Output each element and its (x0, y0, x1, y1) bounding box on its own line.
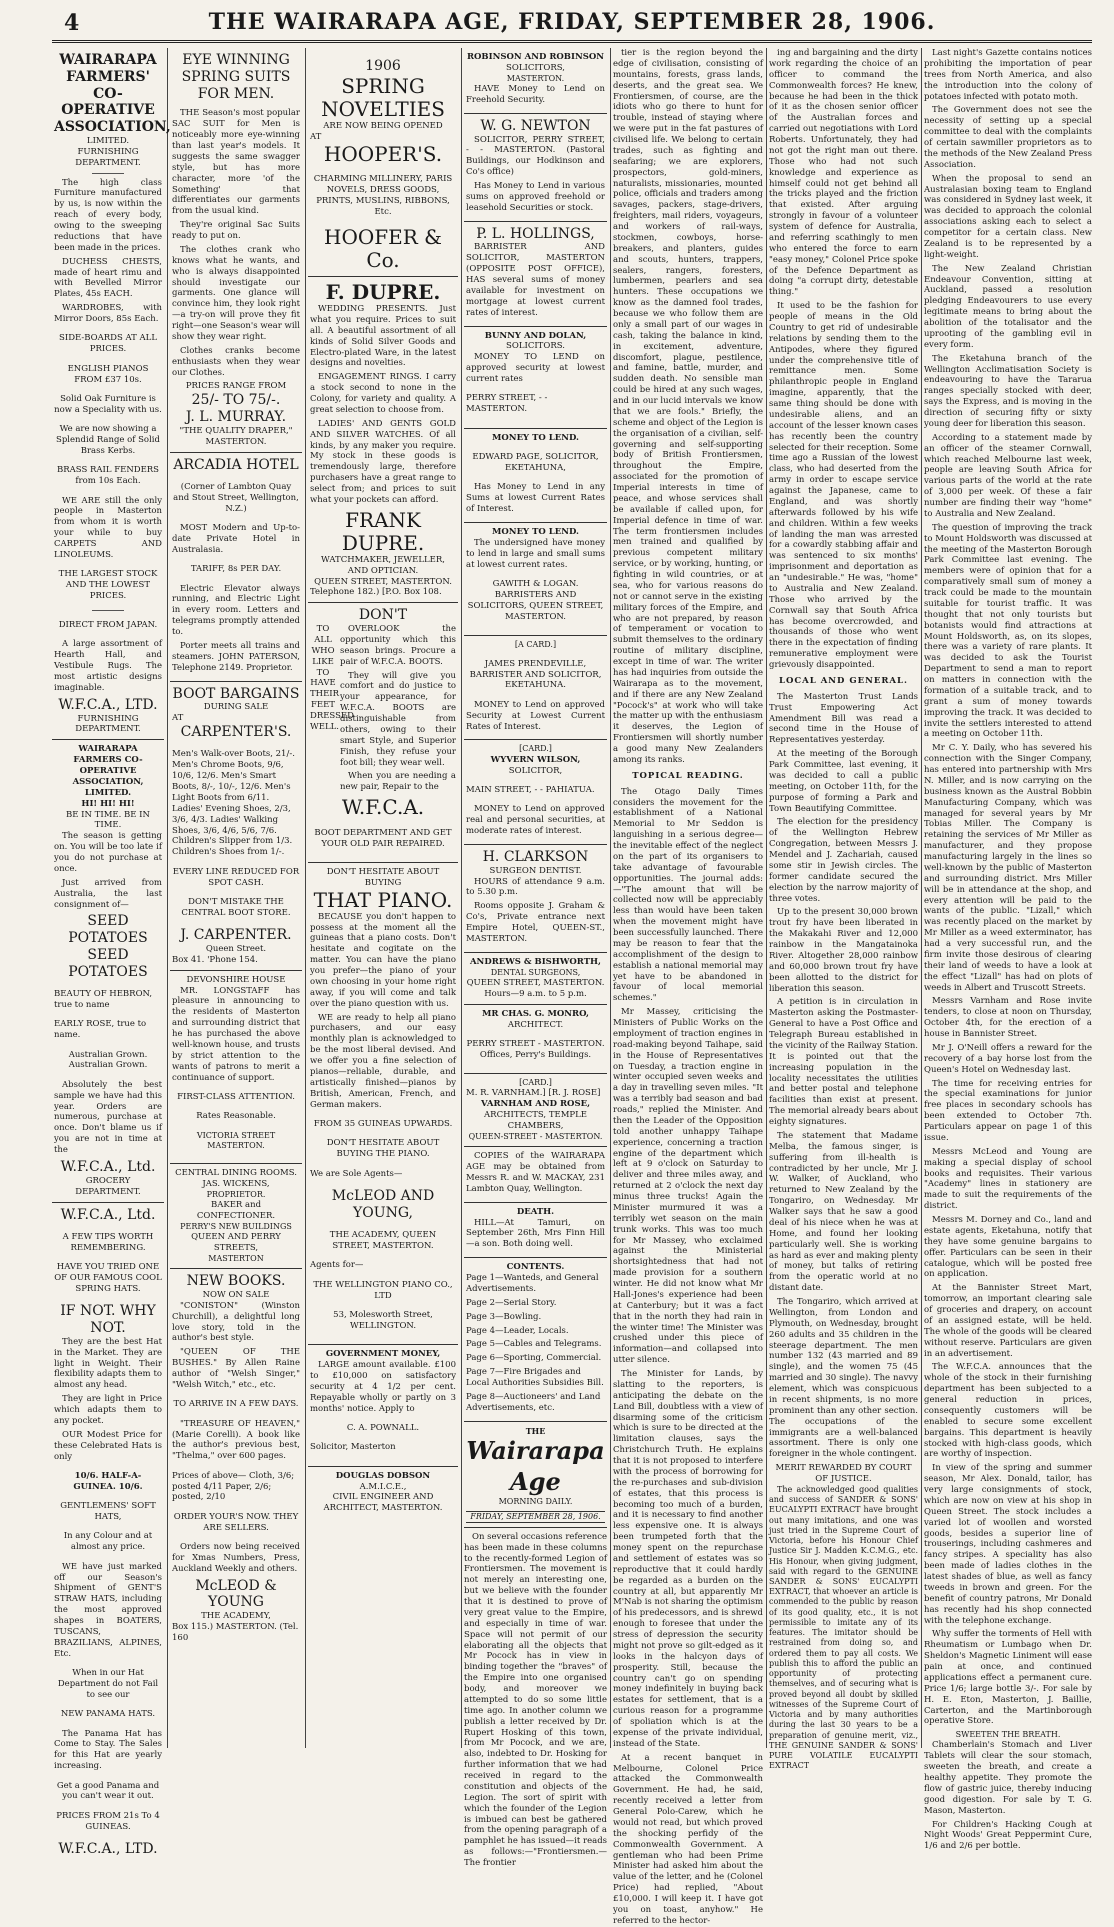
article-paragraph: At a recent banquet in Melbourne, Colonel Price attacked the Commonwealth Government. He had, he said, recently received a letter from General Polo-Carew, which he would not read, but which proved the shocking perfidy of the Commonwealth Government. A gentleman who had been Prime Minister had asked him about the value of the letter, and he (Colonel Price) had replied, "About £10,000. I will keep it. I have got you on toast, anyhow." He referred to the hector- (613, 1752, 763, 1926)
section-heading: CONTENTS. (506, 1262, 565, 1273)
ad-text: Electric Elevator always running, and Electric Light in every room. Letters and telegrams promptly attended to. (172, 583, 300, 638)
article-paragraph: A petition is in circulation in Masterton asking the Postmaster-General to have a Post Office and Telegraph Bureau established in the vicinity of the Railway Station. It is pointed out that the increasing population in the locality necessitates the utilities and better postal and telephone facilities than exist at present. The memorial already bears about eighty signatures. (769, 997, 919, 1127)
ad-text: Has Money to Lend in various sums on approved freehold or leasehold Securities or stock. (466, 181, 605, 213)
ad-heading: W. G. NEWTON (480, 117, 591, 134)
card-bunny-dolan (464, 327, 607, 429)
ad-text: DURING SALE (203, 702, 269, 713)
contents-item: Page 4—Leader, Locals. (466, 1325, 569, 1336)
ad-text: 53, Molesworth Street, WELLINGTON. (333, 1309, 433, 1331)
column-rule (167, 48, 168, 1748)
ad-text: Men's Walk-over Boots, 21/-. Men's Chrome Boots, 9/6, 10/6, 12/6. Men's Smart Boots, 8/-, 10/-, 12/6. Men's Light Boots from 6/11. Ladies' Evening Shoes, 2/3, 3/6, 4/3. Ladies' Walking Shoes, 3/6, 4/6, 5/6, 7/6. Children's Slipper from 1/3. Children's Shoes from 1/-. (172, 749, 295, 858)
ad-text: WATCHMAKER, JEWELLER, AND OPTICIAN. (321, 554, 445, 576)
ad-text: ENGAGEMENT RINGS. I carry a stock second to none in the Colony, for variety and quality. A great selection to choose from. (310, 372, 456, 415)
ad-text: Clothes cranks become enthusiasts when they wear our Clothes. (172, 345, 300, 378)
ad-side-text: TO ALL WHO LIKE TO HAVE THEIR FEET DRESSED WELL. (310, 624, 354, 732)
article-paragraph: The W.F.C.A. announces that the whole of the stock in their furnishing department has been subjected to a general reduction in prices, consequently customers will be enabled to secure some excellent bargains. This department is heavily stocked with high-class goods, which are worthy of inspection. (924, 1362, 1092, 1460)
article-paragraph: The Minister for Lands, by slatting to the reporters, is anticipating the debate on the Land Bill, doubtless with a view of disarming some of the criticism which is sure to be directed at the limitation clauses, says the Christchurch Truth. He explains that it is not proposed to interfere with the process of borrowing for the re-purchases and sub-division of estates, that this process is becoming too much of a burden, and it is necessary to find another less expensive one. It is always been trumpeted forth that the money spent on the repurchase and settlement of estates was so reproductive that it could hardly be regarded as a burden on the country at all, but apparently Mr M'Nab is not sharing the optimism of his predecessors, and is shrewd enough to foresee that under the stress of depression the security might not prove so gilt-edged as it looks in the halcyon days of prosperity. Still, because the country can't go on spending money indefinitely in buying back estates for settlement, that is a curious reason for a programme of spoliation which is at the expense of the private individual, instead of the State. (613, 1369, 763, 1749)
government-money-ad (308, 1345, 458, 1467)
ad-text: A.M.I.C.E., (359, 1481, 407, 1492)
ad-text: Solicitor, Masterton (310, 1442, 396, 1453)
ad-heading: WAIRARAPA FARMERS' CO-OPERATIVE ASSOCIATION, (54, 52, 171, 136)
ad-text: PERRY STREET - MASTERTON. Offices, Perry's Buildings. (466, 1038, 605, 1060)
arcadia-hotel-ad (170, 453, 302, 682)
ad-text: GENTLEMENS' SOFT HATS, (60, 1501, 156, 1523)
nameplate-title: Wairarapa Age (466, 1435, 605, 1496)
ad-heading: BOOT BARGAINS (172, 685, 300, 702)
ad-text: Agents for— (310, 1260, 364, 1271)
card-robinson (464, 48, 607, 114)
ad-text: MONEY to Lend on approved real and personal securities, at moderate rates of interest. (466, 804, 605, 837)
ad-text: JAMES PRENDEVILLE, BARRISTER AND SOLICITOR, EKETAHUNA. (469, 658, 602, 691)
ad-text: SOLICITOR, (508, 765, 563, 776)
ad-heading: W.F.C.A., Ltd. (60, 1206, 156, 1223)
ad-text: Rates Reasonable. (196, 1111, 276, 1122)
masthead (52, 6, 1092, 43)
article-paragraph: Mr C. Y. Daily, who has severed his connection with the Singer Company, has entered into partnership with Mrs N. Miller, and is now carrying on the business known as the Austral Bobbin Manufacturing Company, which was managed for several years by Mr Tobias Miller. The Company is retaining the services of Mr Miller as manufacturer, and they propose manufacturing largely in the lines so well-known by the public of Masterton and surrounding district. Mrs Miller will be in attendance at the shop, and every attention will be paid to the wants of the public. "Lizall," which was recently placed on the market by Mr Miller as a weed exterminator, has had a very successful run, and the firm invite those desirous of clearing their land of weeds to have a look at the effect "Lizall" has had on plots of weeds in Albert and Truscott Streets. (924, 743, 1092, 993)
ad-text: DON'T HESITATE ABOUT BUYING (326, 866, 440, 888)
ad-text: LARGE amount available. £100 to £10,000 on satisfactory security at 4 1/2 per cent. Repayable wholly or partly on 3 months' notice. Apply to (310, 1360, 456, 1414)
article-paragraph: The time for receiving entries for the special examinations for junior free places in secondary schools has been extended to October 7th. Particulars appear on page 1 of this issue. (924, 1078, 1092, 1143)
ad-text: AT (172, 713, 184, 724)
article-paragraph: Messrs McLeod and Young are making a special display of school books and requisites. Their various "Academy" lines in stationery are made to suit the requirements of the district. (924, 1146, 1092, 1212)
ad-heading: MR CHAS. G. MONRO, (482, 1008, 589, 1019)
ad-text: ARCHITECT. (507, 1019, 564, 1030)
leader-article-text: On several occasions reference has been made in these columns to the recently-formed Legion of Frontiersmen. The movement is not merely an interesting one, but we believe with the founder that it is destined to prove of very great value to the Empire, and especially in time of war. Space will not permit of our elaborating all the objects that Mr Pocock has in view in binding together the "braves" of the Empire into one organised body, and moreover we attempted to do so some little time ago. In another column we publish a letter received by Dr. Rupert Hosking of this town, from Mr Pocock, and we are, also, indebted to Dr. Hosking for further information that we had received in regard to the constitution and objects of the Legion. The sort of spirit with which the founder of the Legion is imbued can best be gathered from the opening paragraph of a pamphlet he has issued—it reads as follows:—"Frontiersmen.—The frontier (464, 1531, 607, 1869)
ad-text: GROCERY DEPARTMENT. (75, 1175, 141, 1197)
ad-text: MR. LONGSTAFF has pleasure in announcing to the residents of Masterton and surrounding district that he has purchased the above well-known house, and trusts by strict attention to the wants of patrons to merit a continuance of support. (172, 985, 300, 1083)
ad-text: EDWARD PAGE, SOLICITOR, EKETAHUNA, (472, 452, 599, 473)
ad-signature: W.F.C.A., Ltd. (60, 1158, 156, 1175)
ad-signature: McLEOD AND YOUNG, (331, 1187, 435, 1221)
ad-text: BRASS RAIL FENDERS from 10s Each. (56, 465, 159, 487)
devonshire-house-ad (170, 971, 302, 1164)
death-notice (464, 1203, 607, 1259)
contents-item: Page 8—Auctioneers' and Land Advertisements, etc. (466, 1391, 601, 1413)
ad-text: WE have just marked off our Season's Shipment of GENT'S STRAW HATS, including the most approved shapes in BOATERS, TUSCANS, BRAZILIANS, ALPINES, Etc. (54, 1561, 162, 1659)
ad-text: Orders now being received for Xmas Numbers, Press, Auckland Weekly and others. (172, 1542, 300, 1574)
ad-text: MASTERTON (208, 1253, 264, 1263)
ad-text: DUCHESS CHESTS, made of heart rimu and with Bevelled Mirror Plates, 45s EACH. (54, 256, 162, 300)
ad-text: TARIFF, 8s PER DAY. (190, 564, 282, 575)
ad-text: Porter meets all trains and steamers. JOHN PATERSON, Telephone 2149. Proprietor. (172, 640, 300, 673)
ad-text: M. R. VARNHAM.] [R. J. ROSE] (466, 1088, 601, 1099)
wfca-hats-ad (52, 1203, 164, 1862)
copies-notice (464, 1147, 607, 1203)
wfca-furnishing-ad (52, 48, 171, 740)
column-rule (766, 48, 767, 1748)
contents-item: Page 1—Wanteds, and General Advertisements. (466, 1273, 599, 1294)
ad-text: WE are ready to help all piano purchasers, and our easy monthly plan is acknowledged to be the most liberal devised. And we offer you a fine selection of pianos—reliable, durable, and artistically finished—pianos by British, American, French, and German makers. (310, 1012, 456, 1110)
ad-signature: W.F.C.A., LTD. (58, 696, 158, 713)
ad-text: THE LARGEST STOCK AND THE LOWEST PRICES. (58, 569, 158, 602)
nameplate-text: THE (525, 1425, 546, 1436)
ad-text: MONEY TO LEND on approved security at lowest current rates (466, 352, 605, 385)
article-paragraph: Messrs M. Dorney and Co., land and estate agents, Eketahuna, notify that they have some genuine bargains to offer. Particulars can be seen in their catalogue, which will be posted free on application. (924, 1215, 1092, 1280)
section-heading: LOCAL AND GENERAL. (779, 675, 908, 686)
article-paragraph: Why suffer the torments of Hell with Rheumatism or Lumbago when Dr. Sheldon's Magnetic Liniment will ease pain at once, and continued applications effect a permanent cure. Price 1/6; large bottle 3/-. For sale by H. E. Eton, Masterton, J. Baillie, Carterton, and the Martinborough operative Store. (924, 1629, 1092, 1727)
ad-heading: DOUGLAS DOBSON (335, 1470, 431, 1481)
ad-text: [CARD.] (519, 744, 552, 754)
ad-text: Get a good Panama and you can't wear it out. (56, 1780, 160, 1802)
leader-article-text: tier is the region beyond the edge of civilisation, consisting of mountains, forests, grass lands, deserts, and the great sea. We Frontiersmen, of course, are the idiots who go there to hunt for trouble, instead of staying where we were put in the fat pastures of civilised life. We belong to certain trades, such as fighting and seafaring; we are explorers, prospectors, gold-miners, naturalists, missionaries, mounted police, officials and traders among savages, packers, stage-drivers, freighters, mail riders, voyageurs, and workers of rail-ways, stockmen, cowboys, horse-breakers, and planters, guides and scouts, hunters, trappers, sealers, rangers, foresters, lumbermen, pearlers and sea hunters. These occupations we know as the damned fool trades, because we who follow them are only a small part of our wages in cash, taking the balance in kind, in excitement, adventure, discomfort, plague, pestilence, and famine, battle, murder, and sudden death. No sensible man could be hired at any such wages, and in our lucid intervals we know that we are fools." Briefly, the scheme and object of the Legion is the organisation of a civilian, self-governing and self-supporting body of British Frontiersmen, throughout the Empire, associated for the promotion of Imperial interests in time of peace, and whose services shall be available if called upon, for Imperial defence in time of war. The term frontiersmen includes men trained and qualified by previous competent military service, or by working, hunting, or fighting in wild countries, or at sea, who for various reasons do not or cannot serve in the existing military forces of the Empire, and who are not prepared, by reason of temperament or vocation to submit themselves to the ordinary routine of military discipline, except in time of war. The writer has had inquiries from outside the Wairarapa as to the movement, and if there are any New Zealand "Pocock's" at work who will take the matter up with the enthusiasm it deserves, the Legion of Frontiersmen will shortly number a good many New Zealanders among its ranks. (613, 48, 764, 765)
ad-text: They are the best Hat in the Market. They are light in Weight. Their flexibility adapts them to almost any head. (54, 1336, 162, 1391)
column-3 (308, 48, 458, 1748)
ad-text: GAWITH & LOGAN. BARRISTERS AND SOLICITORS, QUEEN STREET, MASTERTON. (467, 578, 604, 622)
ad-text: PERRY'S NEW BUILDINGS (180, 1221, 292, 1231)
ad-signature: HOOFER & Co. (324, 225, 442, 273)
ad-text: Box 41. 'Phone 154. (172, 954, 258, 965)
ad-heading: WYVERN WILSON, (490, 754, 581, 765)
ad-text: NEW PANAMA HATS. (60, 1709, 156, 1720)
ad-heading: THAT PIANO. (313, 887, 453, 912)
ad-text: A FEW TIPS WORTH REMEMBERING. (62, 1231, 154, 1253)
column-2 (170, 48, 302, 1748)
ad-text: "TREASURE OF HEAVEN," (Marie Corelli). A book like the author's previous best, "Thelma," over 600 pages. (172, 1418, 300, 1462)
ad-text: They're original Sac Suits ready to put on. (172, 220, 300, 242)
article-paragraph: Last night's Gazette contains notices prohibiting the importation of pear trees from North America, and also the introduction into the colony of potatoes infected with potato moth. (924, 48, 1092, 102)
ad-text: MASTERTON. (205, 436, 267, 447)
column-4 (464, 48, 607, 1869)
dupre-jeweller-ad (308, 277, 458, 603)
ad-text: FURNISHING DEPARTMENT. (75, 713, 141, 735)
ad-text: "QUEEN OF THE BUSHES." By Allen Raine author of "Welsh Singer," "Welsh Witch," etc., etc. (172, 1347, 300, 1390)
ad-text: JAS. WICKENS, (202, 1179, 270, 1190)
article-paragraph: The Otago Daily Times considers the movement for the establishment of a National Memorial to Mr Seddon is languishing in a serious degree—the inevitable effect of the neglect on the part of its organisers to take advantage of favourable opportunities. The journal adds:—"The amount that will be collected now will be appreciably less than would have been taken when the movement might have been successfully launched. There may be reason to fear that the accomplishment of the design to establish a national memorial may yet have to be abandoned in favour of local memorial schemes." (613, 786, 763, 1004)
ad-text: Queen Street. (205, 943, 267, 954)
ad-text: When you are needing a new pair, Repair to the (340, 771, 456, 793)
ad-text: OUR Modest Price for these Celebrated Hats is only (54, 1429, 162, 1462)
ad-price: 25/- TO 75/-. (191, 392, 281, 409)
ad-text: Box 115.) MASTERTON. (Tel. 160 (172, 1622, 299, 1643)
ad-text: BEAUTY OF HEBRON, true to name (54, 989, 153, 1010)
notice-text: HILL—At Tamuri, on September 26th, Mrs Finn Hill—a son. Both doing well. (466, 1217, 605, 1250)
article-paragraph: The New Zealand Christian Endeavour Convention, sitting at Auckland, passed a resolution pledging Endeavourers to use every legitimate means to bring about the abolition of the totalisator and the uprooting of the gambling evil in every form. (924, 263, 1092, 350)
card-varnham (464, 1074, 607, 1147)
ad-text: The season is getting on. You will be too late if you do not purchase at once. (54, 831, 162, 874)
contents-item: Page 7—Fire Brigades and Local Authorities Subsidies Bill. (466, 1367, 604, 1389)
column-rule (921, 48, 922, 1748)
ad-heading: WAIRARAPA FARMERS CO-OPERATIVE ASSOCIATION, LIMITED. (72, 744, 144, 798)
ad-text: ARCHITECTS, TEMPLE CHAMBERS, (484, 1110, 587, 1132)
section-heading: TOPICAL READING. (632, 770, 744, 781)
ad-text: [CARD.] (519, 1078, 552, 1088)
ad-text: "THE QUALITY DRAPER," (179, 425, 293, 436)
ad-text: QUEEN AND PERRY STREETS, (191, 1232, 281, 1253)
ad-text: HAVE YOU TRIED ONE OF OUR FAMOUS COOL SPRING HATS. (54, 1262, 162, 1294)
article-paragraph: The Tongariro, which arrived at Wellington, from London and Plymouth, on Wednesday, brought 260 adults and 35 children in the steerage department. The men number 132 (43 married and 89 single), and the women 75 (45 married and 30 single). The navvy element, which was conspicuous in recent shipments, is no more prominent than any other section. The occupations of the immigrants are a well-balanced assortment. There is only one foreigner in the whole contingent. (769, 1297, 918, 1460)
ad-text: SOLICITORS. (506, 341, 565, 352)
contents-list (464, 1258, 607, 1422)
ad-text: Just arrived from Australia, the last consignment of— (54, 877, 162, 910)
article-paragraph: At the meeting of the Borough Park Committee, last evening, it was decided to call a public meeting, on October 11th, for the purpose of forming a Park and Town Beautifying Committee. (769, 749, 918, 814)
ad-signature: FRANK DUPRE. (341, 507, 425, 555)
ad-text: WARDROBES, with Mirror Doors, 85s Each. (54, 303, 162, 325)
ad-text: BAKER and CONFECTIONER. (196, 1200, 276, 1221)
ad-text: PRICES FROM 21s To 4 GUINEAS. (56, 1810, 160, 1832)
ad-text: PRICES RANGE FROM (185, 381, 287, 392)
ad-text: We are Sole Agents— (310, 1168, 403, 1179)
article-paragraph: ing and bargaining and the dirty work regarding the choice of an officer to command the Commonwealth forces? He knew, because he had been in the thick of it as the chosen senior officer of the Australian forces and carried out negotiations with Lord Roberts. Unfortunately, they had not got the right man out there. Those who had not such knowledge and experience as himself could not get behind all the tricks played and the friction that existed. After arguing strongly in favour of a volunteer system of defence for Australia, and referring scathingly to men who entered the force to earn "easy money," Colonel Price spoke of the Defence Department as doing "a corrupt dirty, detestable thing." (769, 48, 918, 298)
ad-text: THE WELLINGTON PIANO CO., LTD (313, 1279, 453, 1301)
ad-text: The clothes crank who knows what he wants, and who is always disappointed should investigate our garments. One glance will convince him, they look right—a try-on will prove they fit right—one Season's wear will show they wear right. (172, 244, 300, 342)
ad-heading: EYE WINNING SPRING SUITS FOR MEN. (181, 52, 291, 102)
article-paragraph: The election for the presidency of the Wellington Hebrew Congregation, between Messrs J. Mendel and J. Zachariah, caused some stir in Jewish circles. The former candidate secured the election by the narrow majority of three votes. (769, 817, 918, 904)
ad-text: The Panama Hat has Come to Stay. The Sales for this Hat are yearly increasing. (54, 1728, 162, 1772)
column-1 (52, 48, 171, 1858)
ad-text: DON'T MISTAKE THE CENTRAL BOOT STORE. (181, 896, 291, 918)
ad-text: THE ACADEMY, QUEEN STREET, MASTERTON. (329, 1230, 437, 1251)
ad-heading: ROBINSON AND ROBINSON (466, 52, 605, 62)
ad-text: 1906 (365, 58, 401, 74)
ad-heading: BUNNY AND DOLAN, (484, 330, 587, 341)
ad-heading: P. L. HOLLINGS, (476, 225, 595, 242)
article-paragraph: In view of the spring and summer season, Mr Alex. Donald, tailor, has very large consignments of stock, which are now on view at his shop in Queen Street. The stock includes a varied lot of woollen and worsted goods, besides a superior line of trouserings, including cashmeres and fancy stripes. A speciality has also been made of ladies clothes in the latest shades of blue, as well as fancy tweeds in brown and green. For the benefit of country patrons, Mr Donald has recently had his shop connected with the telephone exchange. (924, 1463, 1092, 1626)
ad-text: SURGEON DENTIST. (489, 865, 582, 876)
murray-suits-ad (170, 48, 302, 453)
article-paragraph: For Children's Hacking Cough at Night Woods' Great Peppermint Cure, 1/6 and 2/6 per bottle. (924, 1819, 1092, 1852)
ad-text: Solid Oak Furniture is now a Speciality with us. (54, 393, 162, 415)
column-6 (769, 48, 919, 1771)
ad-signature: J. L. MURRAY. (185, 409, 287, 426)
ad-text: The high class Furniture manufactured by us, is now within the reach of every body, owing to the sweeping reductions that have been made in the prices. (54, 177, 162, 253)
contents-item: Page 2—Serial Story. (466, 1297, 557, 1308)
ad-heading: ANDREWS & BISHWORTH, (469, 956, 602, 967)
ad-text: FROM 35 GUINEAS UPWARDS. (313, 1118, 453, 1129)
section-heading: SWEETEN THE BREATH. (955, 1730, 1061, 1740)
article-paragraph: The acknowledged good qualities and success of SANDER & SONS' EUCALYPTI EXTRACT have brought out many imitations, and one was just tried in the Supreme Court of Victoria, before his Honour Chief Justice Sir J. Madden K.C.M.G., etc. His Honour, when giving judgment, said with regard to the GENUINE SANDER & SONS' EUCALYPTI EXTRACT, that whoever an article is commended to the public by reason of its good quality, etc., it is not permissible to imitate any of its features. The imitator should be restrained from doing so, and ordered them to pay all costs. We publish this to afford the public an opportunity of protecting themselves, and of securing what is proved beyond all doubt by skilled witnesses of the Supreme Court of Victoria and by many authorities during the last 30 years to be a preparation of genuine merit, viz., THE GENUINE SANDER & SONS' PURE VOLATILE EUCALYPTI EXTRACT (769, 1484, 918, 1771)
ad-text: WE ARE still the only people in Masterton from whom it is worth your while to buy CARPETS AND LINOLEUMS. (54, 495, 162, 560)
ad-text: FIRST-CLASS ATTENTION. (177, 1091, 295, 1102)
card-prendeville (464, 636, 607, 740)
ad-heading: DON'T (358, 607, 408, 624)
ad-heading: SPRING NOVELTIES (321, 73, 445, 121)
article-paragraph: The Eketahuna branch of the Wellington Acclimatisation Society is endeavouring to have the Tararua ranges specially stocked with deer, says the Express, and is moving in the direction of securing fifty or sixty young deer for liberation this season. (924, 353, 1092, 429)
article-paragraph: Chamberlain's Stomach and Liver Tablets will clear the sour stomach, sweeten the breath, and create a healthy appetite. They promote the flow of gastric juice, thereby inducing good digestion. For sale by T. G. Mason, Masterton. (924, 1740, 1092, 1816)
ad-heading: GOVERNMENT MONEY, (325, 1349, 441, 1360)
column-5 (613, 48, 764, 1926)
ad-text: C. A. POWNALL. (346, 1422, 420, 1433)
ad-text: [A CARD.] (514, 639, 557, 649)
carpenter-boots-ad (170, 682, 302, 971)
ad-text: Telephone 182.) [P.O. Box 108. (310, 587, 442, 598)
article-paragraph: The question of improving the track to Mount Holdsworth was discussed at the meeting of the Masterton Borough Park Committee last evening. The members were of opinion that for a comparatively small sum of money a track could be made to the mountain suitable for tourist traffic. It was thought that not only tourists but botanists would find attractions at Mount Holdsworth, as, on its slopes, there was a variety of rare plants. It was decided to ask the Tourist Department to send a man to report on matters in connection with the formation of a suitable track, and to grant a sum of money towards improving the track. It was decided to invite the settlers interested to attend a meeting on October 11th. (924, 522, 1092, 740)
ad-text: Australian Grown. Australian Grown. (68, 1049, 148, 1071)
card-wilson (464, 740, 607, 844)
article-paragraph: The statement that Madame Melba, the famous singer, is suffering from ill-health is contradicted by her uncle, Mr J. W. Walker, of Auckland, who returned to New Zealand by the Tongariro, on Wednesday. Mr Walker says that he saw a good deal of his niece when he was at Home, and found her looking particularly well. She is working as hard as ever and making plenty of money, but talks of retiring from the operatic world at no distant date. (769, 1130, 918, 1294)
article-paragraph: The Masterton Trust Lands Trust Empowering Act Amendment Bill was read a second time in the House of Representatives yesterday. (769, 691, 918, 746)
ad-heading: IF NOT. WHY NOT. (60, 1303, 156, 1336)
ad-text: DIRECT FROM JAPAN. (58, 619, 158, 630)
ad-heading: HOOPER'S. (323, 141, 443, 166)
ad-text: NOW ON SALE (202, 1289, 270, 1300)
ad-text: 10/6. HALF-A-GUINEA. 10/6. (73, 1470, 143, 1492)
article-paragraph: Mr J. O'Neill offers a reward for the recovery of a bay horse lost from the Queen's Hotel on Wednesday last. (924, 1042, 1092, 1075)
ad-text: We are now showing a Splendid Range of Solid Brass Kerbs. (56, 424, 160, 456)
ad-text: HI! HI! HI! (81, 798, 135, 809)
ad-text: Has Money to Lend in any Sums at lowest Current Rates of Interest. (466, 482, 605, 515)
ad-text: MAIN STREET, - - PAHIATUA. (466, 784, 595, 795)
column-rule (461, 48, 462, 1748)
ad-text: FURNISHING DEPARTMENT. (75, 146, 141, 168)
card-newton (464, 114, 607, 222)
ad-text: BOOT DEPARTMENT AND GET YOUR OLD PAIR REPAIRED. (314, 827, 452, 849)
ad-text: Rooms opposite J. Graham & Co's, Private entrance next Empire Hotel, QUEEN-ST., MASTERTON. (466, 901, 605, 944)
card-clarkson (464, 845, 607, 953)
article-paragraph: Up to the present 30,000 brown trout fry have been liberated in the Makakahi River and 12,000 rainbow in the Mangatainoka River. Altogether 28,000 rainbow and 60,000 brown trout fry have been allotted to the district for liberation this season. (769, 907, 918, 994)
ad-heading: CARPENTER'S. (180, 724, 292, 741)
new-books-ad (170, 1269, 302, 1648)
ad-heading: VARNHAM AND ROSE, (480, 1099, 591, 1110)
ad-text: MONEY to Lend on approved Security at Lowest Current Rates of Interest. (466, 699, 605, 732)
article-paragraph: Messrs Varnham and Rose invite tenders, to close at noon on Thursday, October 4th, for the erection of a house in Bannister Street. (924, 996, 1092, 1039)
ad-text: A large assortment of Hearth Hall, and Vestibule Rugs. The most artistic designs imaginable. (54, 639, 162, 693)
section-heading: MERIT REWARDED BY COURT OF JUSTICE. (775, 1463, 912, 1484)
ad-heading: H. CLARKSON (482, 848, 589, 865)
card-hollings (464, 222, 607, 327)
ad-heading: ARCADIA HOTEL (173, 456, 299, 473)
ad-text: When in our Hat Department do not Fail to see our (57, 1668, 159, 1700)
wfca-boots-ad (308, 603, 458, 863)
ad-signature: McLEOD & YOUNG (195, 1577, 277, 1611)
ad-text: EARLY ROSE, true to name. (54, 1019, 147, 1041)
column-7 (924, 48, 1092, 1852)
ad-heading: F. DUPRE. (325, 280, 441, 305)
ad-text: SOLICITORS, (506, 62, 565, 73)
ad-text: PROPRIETOR. (206, 1189, 266, 1199)
ad-text: BECAUSE you don't happen to possess at the moment all the guineas that a piano costs. Don't hesitate and cogitate on the matter. You can have the piano you prefer—the piano of your own choosing in your home right away, if you will come and talk over the piano question with us. (310, 911, 456, 1009)
issue-date: FRIDAY, SEPTEMBER 28, 1906. (466, 1511, 605, 1523)
card-gawith-logan (464, 523, 607, 636)
nameplate-text: MORNING DAILY. (498, 1497, 573, 1507)
ad-text: QUEEN STREET, MASTERTON. (466, 977, 605, 988)
ad-text: OVERLOOK the opportunity which this season brings. Procure a pair of W.F.C.A. BOOTS. (340, 624, 456, 667)
card-andrews (464, 953, 607, 1005)
ad-text: VICTORIA STREET MASTERTON. (196, 1130, 276, 1150)
card-page (464, 429, 607, 523)
editorial-nameplate (464, 1422, 607, 1528)
ad-text: ARE NOW BEING OPENED (323, 120, 443, 131)
ad-signature: J. CARPENTER. (180, 927, 292, 944)
ad-text: DENTAL SURGEONS, (490, 967, 581, 977)
ad-text: The undersigned have money to lend in large and small sums at lowest current rates. (466, 537, 605, 570)
ad-text: LIMITED. (86, 135, 130, 146)
ad-text: HAVE Money to Lend on Freehold Security. (466, 83, 605, 105)
ad-text: ENGLISH PIANOS FROM £37 10s. (67, 363, 149, 385)
ad-signature: W.F.C.A., LTD. (58, 1841, 158, 1858)
ad-text: TO ARRIVE IN A FEW DAYS. (173, 1399, 299, 1410)
ad-text: DON'T HESITATE ABOUT BUYING THE PIANO. (326, 1138, 440, 1160)
article-paragraph: At the Bannister Street Mart, tomorrow, an important clearing sale of groceries and drapery, on account of an assigned estate, will be held. The whole of the goods will be cleared without reserve. Particulars are given in an advertisement. (924, 1283, 1092, 1359)
ad-text: THE Season's most popular SAC SUIT for Men is noticeably more eye-winning than last year's models. It suggests the same swagger style, but has more character, more 'of the Something' that differentiates our garments from the usual kind. (172, 108, 300, 217)
contents-item: Page 6—Sporting, Commercial. (466, 1353, 602, 1364)
ad-text: In any Colour and at almost any price. (63, 1531, 153, 1553)
page-number: 4 (64, 10, 80, 36)
ad-heading: SEED POTATOES SEED POTATOES (68, 913, 148, 980)
article-paragraph: When the proposal to send an Australasian boxing team to England was considered in Sydney last week, it was decided to approach the colonial associations asking each to select a competitor for a certain class. New Zealand is to be represented by a light-weight. (924, 173, 1092, 260)
ad-text: Absolutely the best sample we have had this year. Orders are numerous, purchase at once. Don't blame us if you are not in time at the (54, 1079, 162, 1156)
ad-text: MASTERTON. (506, 73, 565, 83)
ad-text: MOST Modern and Up-to-date Private Hotel in Australasia. (172, 523, 300, 555)
ad-text: (Corner of Lambton Quay and Stout Street, Wellington, N.Z.) (173, 481, 299, 514)
ad-heading: CENTRAL DINING ROOMS. (175, 1168, 297, 1179)
article-paragraph: It used to be the fashion for people of means in the Old Country to get rid of undesirable relations by sending them to the Antipodes, where they figured under the comprehensive title of remittance men. Some philanthropic people in England imagine, apparently, that the same thing should be done with undesirable aliens, and an account of the lesser known cases has recently been the country selected for their reception. Some time ago a Russian of the lowest class, who had deserted from the army in order to escape service against the Japanese, came to England, and was shortly afterwards followed by his wife and children. Within a few weeks of landing the man was arrested for a cowardly stabbing affair and was sentenced to six months' imprisonment and deportation as an "undesirable." He was, "home" to Australia and New Zealand. Those who arrived by the Cornwall say that South Africa has become overcrowded, and thousands of those who went there in the expectation of finding remunerative employment were grievously disappointed. (769, 301, 918, 670)
hoopers-spring-ad (308, 48, 458, 277)
ad-text: PERRY STREET, - - MASTERTON. (466, 393, 548, 415)
ad-text: ORDER YOUR'S NOW. THEY ARE SELLERS. (173, 1511, 299, 1533)
piano-ad (308, 863, 458, 1345)
article-paragraph: The Government does not see the necessity of setting up a special committee to deal with the complaints of certain sawmiller proprietors as to the methods of the New Zealand Press Association. (924, 105, 1092, 170)
column-rule (610, 48, 611, 1748)
ad-signature: W.F.C.A. (341, 795, 425, 820)
ad-heading: MONEY TO LEND. (491, 526, 580, 537)
ad-text: QUEEN-STREET - MASTERTON. (468, 1131, 603, 1141)
dobson-engineer-ad (308, 1467, 458, 1519)
ad-text: COPIES of the WAIRARAPA AGE may be obtained from Messrs R. and W. MACKAY, 231 Lambton Quay, Wellington. (466, 1151, 605, 1194)
ad-text: AT (310, 131, 322, 142)
ad-text: CHARMING MILLINERY, PARIS NOVELS, DRESS GOODS, PRINTS, MUSLINS, RIBBONS, Etc. (313, 174, 453, 217)
ad-text: CIVIL ENGINEER AND ARCHITECT, MASTERTON. (323, 1492, 443, 1514)
ad-text: "CONISTON" (Winston Churchill), a delightful long love story, told in the author's best style. (172, 1300, 300, 1344)
section-heading: DEATH. (516, 1206, 555, 1217)
ad-heading: MONEY TO LEND. (491, 432, 580, 443)
ad-heading: DEVONSHIRE HOUSE (186, 974, 286, 985)
article-paragraph: Mr Massey, criticising the Ministers of Public Works on the employment of traction engines in road-making beyond Taihape, said in the House of Representatives on Tuesday, a traction engine in winter occupied seven weeks and a day in travelling seven miles. "It was a terribly bad season and bad roads," replied the Minister. And then the Leader of the Opposition told another unhappy Taihape experience, concerning a traction engine of the department which left at 9 o'clock on Saturday to deliver and three miles away, and returned at 2 o'clock the next day minus three trucks! Again the Minister murmured it was a terribly wet season on the main trunk works. This was too much for Mr Massey, who exclaimed against the Ministerial shortsightedness that had not made provision for a southern winter. He did not know what Mr Hall-Jones's experience had been at Canterbury; but it was a fact that in the north they had rain in the winter time! The Minister was crushed under this piece of information—and collapsed into utter silence. (613, 1007, 763, 1366)
newspaper-title: THE WAIRARAPA AGE, FRIDAY, SEPTEMBER 28, 1906. (208, 9, 936, 35)
ad-text: LADIES' AND GENTS GOLD AND SILVER WATCHES. Of all kinds, by any maker you require. My stock in these goods is tremendously large, therefore purchasers have a great range to select from; and prices to suit what your pockets can afford. (310, 418, 456, 505)
ad-text: THE ACADEMY, (201, 1611, 271, 1622)
contents-item: Page 5—Cables and Telegrams. (466, 1339, 602, 1350)
ad-text: Prices of above— Cloth, 3/6; posted 4/11 Paper, 2/6; posted, 2/10 (172, 1470, 295, 1503)
ad-text: WEDDING PRESENTS. Just what you require. Prices to suit all. A beautiful assortment of all kinds of Solid Silver Goods and Electro-plated Ware, in the latest designs and novelties. (310, 304, 456, 369)
ad-text: HOURS of attendance 9 a.m. to 5.30 p.m. (466, 876, 605, 898)
ad-text: BARRISTER AND SOLICITOR, MASTERTON (OPPOSITE POST OFFICE), HAS several sums of money available for investment on mortgage at lowest current rates of interest. (466, 242, 605, 318)
ad-text: QUEEN STREET, MASTERTON. (314, 576, 452, 587)
ad-text: BE IN TIME. BE IN TIME. (66, 809, 150, 831)
ad-text: SOLICITOR, PERRY STREET, - - MASTERTON. (Pastoral Buildings, our Hodkinson and Co's office) (466, 134, 605, 178)
ad-text: SIDE-BOARDS AT ALL PRICES. (59, 333, 157, 355)
card-monro (464, 1005, 607, 1075)
ad-text: Hours—9 a.m. to 5 p.m. (484, 988, 587, 999)
contents-item: Page 3—Bowling. (466, 1311, 542, 1322)
ad-text: They will give you comfort and do justice to your appearance, for W.F.C.A. BOOTS are distinguishable from others, owing to their smart Style, and Superior Finish, they refuse your foot bill; they wear well. (340, 670, 456, 768)
column-rule (305, 48, 306, 1748)
central-dining-ad (170, 1164, 302, 1269)
ad-text: EVERY LINE REDUCED FOR SPOT CASH. (172, 866, 300, 888)
ad-text: They are light in Price which adapts them to any pocket. (54, 1394, 162, 1426)
article-paragraph: According to a statement made by an officer of the steamer Cornwall, which reached Melbourne last week, people are leaving South Africa for various parts of the world at the rate of 3,000 per week. Of these a fair number are finding their way "home" to Australia and New Zealand. (924, 432, 1092, 519)
ad-heading: NEW BOOKS. (186, 1273, 286, 1290)
wfca-potatoes-ad (52, 740, 164, 1202)
